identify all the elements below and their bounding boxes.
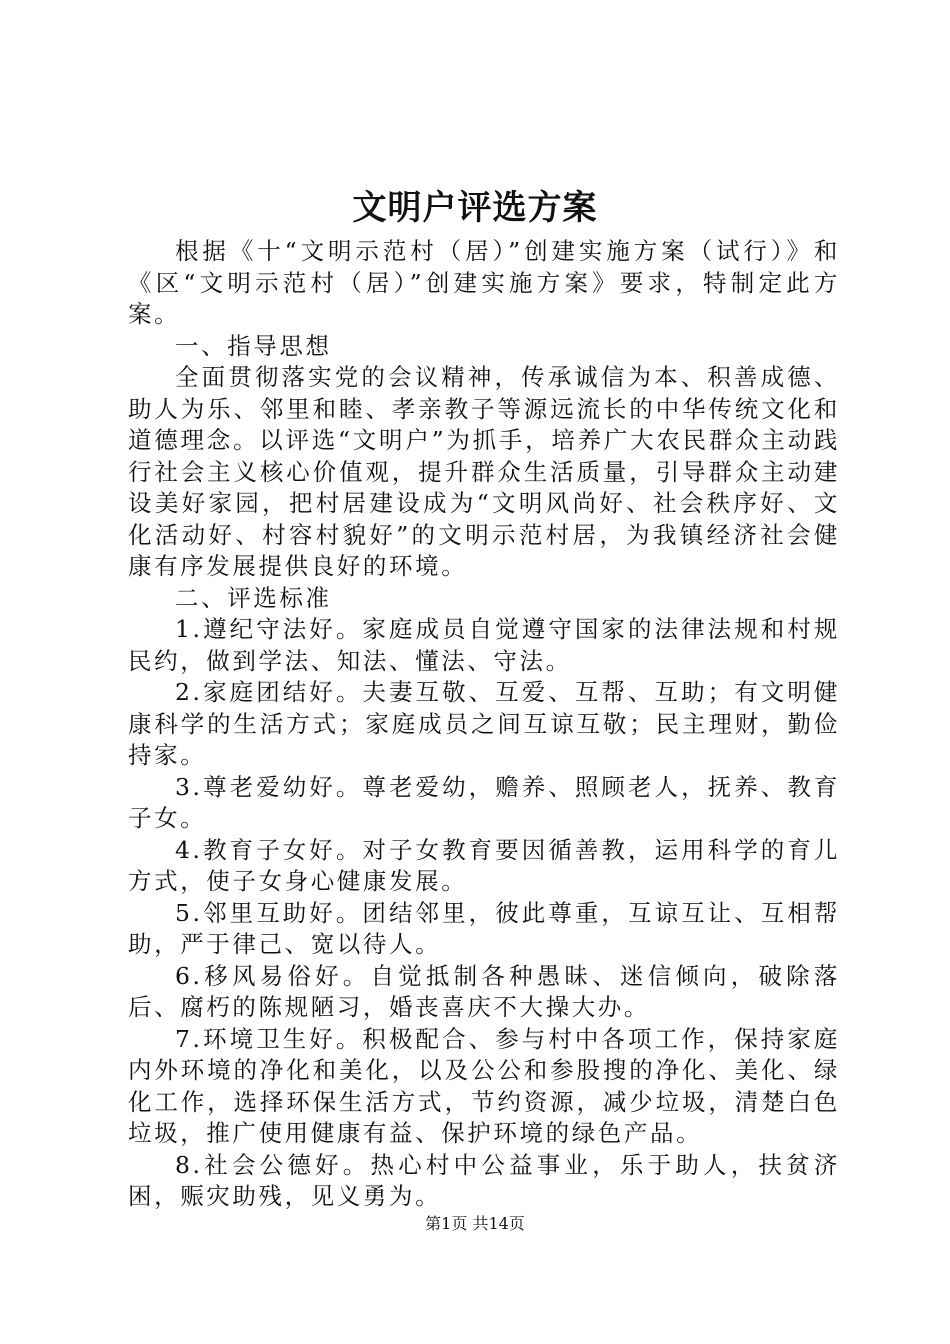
intro-paragraph: 根据《十“文明示范村（居）”创建实施方案（试行）》和《区“文明示范村（居）”创建实施方案》要求，特制定此方案。 bbox=[128, 237, 840, 328]
criteria-item-3: 3.尊老爱幼好。尊老爱幼，赡养、照顾老人，抚养、教育子女。 bbox=[128, 772, 840, 832]
section-heading-guiding-ideology: 一、指导思想 bbox=[175, 331, 332, 360]
section-heading-criteria: 二、评选标准 bbox=[175, 583, 332, 612]
criteria-item-1: 1.遵纪守法好。家庭成员自觉遵守国家的法律法规和村规民约，做到学法、知法、懂法、守法。 bbox=[128, 615, 840, 675]
criteria-item-8: 8.社会公德好。热心村中公益事业，乐于助人，扶贫济困，赈灾助残，见义勇为。 bbox=[128, 1150, 840, 1210]
guiding-ideology-paragraph: 全面贯彻落实党的会议精神，传承诚信为本、积善成德、助人为乐、邻里和睦、孝亲教子等源远流长的中华传统文化和道德理念。以评选“文明户”为抓手，培养广大农民群众主动践行社会主义核心价值观，提升群众生活质量，引导群众主动建设美好家园，把村居建设成为“文明风尚好、社会秩序好、文化活动好、村容村貌好”的文明示范村居，为我镇经济社会健康有序发展提供良好的环境。 bbox=[128, 363, 840, 580]
document-title: 文明户评选方案 bbox=[352, 188, 598, 228]
document-body bbox=[128, 236, 840, 1213]
criteria-item-6: 6.移风易俗好。自觉抵制各种愚昧、迷信倾向，破除落后、腐朽的陈规陋习，婚丧喜庆不大操大办。 bbox=[128, 961, 840, 1021]
criteria-item-4: 4.教育子女好。对子女教育要因循善教，运用科学的育儿方式，使子女身心健康发展。 bbox=[128, 835, 840, 895]
criteria-item-7: 7.环境卫生好。积极配合、参与村中各项工作，保持家庭内外环境的净化和美化，以及公公和参股搜的净化、美化、绿化工作，选择环保生活方式，节约资源，减少垃圾，清楚白色垃圾，推广使用健康有益、保护环境的绿色产品。 bbox=[128, 1024, 840, 1147]
page-number: 第1页 共14页 bbox=[425, 1214, 525, 1233]
criteria-item-5: 5.邻里互助好。团结邻里，彼此尊重，互谅互让、互相帮助，严于律己、宽以待人。 bbox=[128, 898, 840, 958]
criteria-item-2: 2.家庭团结好。夫妻互敬、互爱、互帮、互助；有文明健康科学的生活方式；家庭成员之间互谅互敬；民主理财，勤俭持家。 bbox=[128, 678, 840, 769]
